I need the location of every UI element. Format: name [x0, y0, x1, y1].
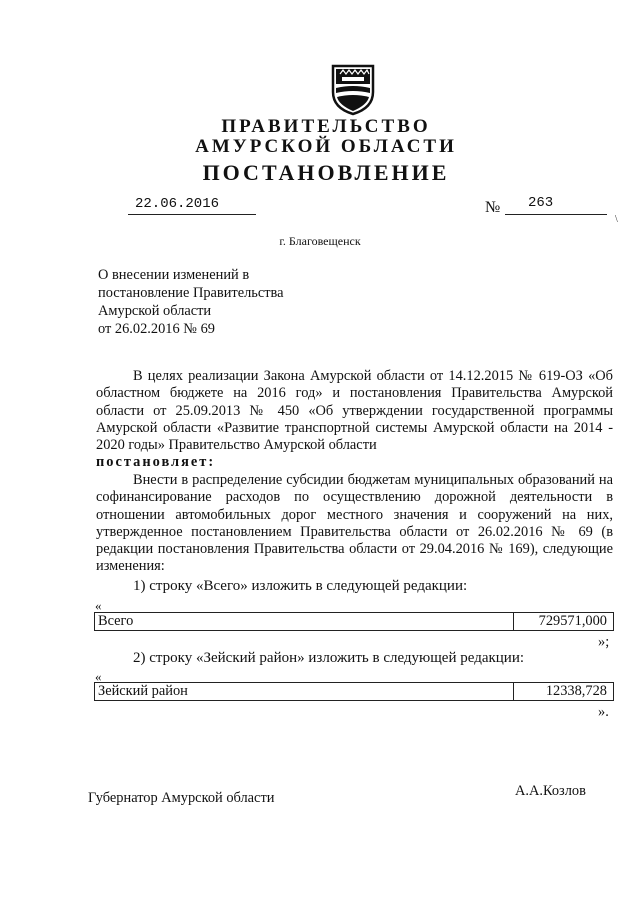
document-type: ПОСТАНОВЛЕНИЕ — [202, 160, 450, 185]
amur-region-coat-of-arms-icon — [330, 62, 376, 116]
item-1: 1) строку «Всего» изложить в следующей редакции: — [133, 578, 468, 594]
signatory-name: А.А.Козлов — [515, 783, 586, 799]
close-quote: ». — [598, 704, 609, 720]
table-cell-value: 729571,000 — [538, 613, 607, 629]
table-cell-divider — [513, 683, 514, 700]
signatory-title: Губернатор Амурской области — [88, 790, 275, 806]
government-subtitle: АМУРСКОЙ ОБЛАСТИ — [195, 136, 457, 157]
subject-line: О внесении изменений в — [98, 267, 250, 283]
date-underline — [128, 214, 256, 215]
scan-mark: \ — [615, 214, 618, 225]
subject-line: постановление Правительства — [98, 285, 284, 301]
table-row-zeya-district — [94, 682, 614, 701]
table-row-total — [94, 612, 614, 631]
table-cell-value: 12338,728 — [545, 683, 607, 699]
document-date: 22.06.2016 — [135, 196, 220, 212]
number-underline — [505, 214, 607, 215]
subject-block — [98, 266, 284, 338]
table-cell-divider — [513, 613, 514, 630]
item-2: 2) строку «Зейский район» изложить в следующей редакции: — [133, 650, 525, 666]
open-quote: « — [95, 669, 102, 684]
government-title: ПРАВИТЕЛЬСТВО — [221, 116, 431, 137]
document-number: 263 — [528, 195, 554, 211]
resolves-word: постановляет: — [96, 454, 216, 470]
number-label: № — [485, 199, 501, 216]
subject-line: от 26.02.2016 № 69 — [98, 321, 215, 337]
preamble-paragraph: В целях реализации Закона Амурской области от 14.12.2015 № 619-ОЗ «Об областном бюджете на 2016 год» и постановления Правительства Амурской области от 25.09.2013 № 450 «Об утверждении государственной программы Амурской области «Развитие транспортной системы Амурской области на 2014 - 2020 годы» Правительство Амурской области — [96, 368, 613, 454]
close-quote: »; — [598, 634, 610, 650]
open-quote: « — [95, 598, 102, 613]
main-paragraph: Внести в распределение субсидии бюджетам муниципальных образований на софинансирование расходов по осуществлению дорожной деятельности в отношении автомобильных дорог местного значения и сооружений на них, утвержденное постановлением Правительства области от 26.02.2016 № 69 (в редакции постановления Правительства области от 29.04.2016 № 169), следующие изменения: — [96, 472, 613, 575]
table-cell-name: Зейский район — [98, 683, 188, 699]
table-cell-name: Всего — [98, 613, 134, 629]
city: г. Благовещенск — [279, 234, 361, 248]
subject-line: Амурской области — [98, 303, 212, 319]
